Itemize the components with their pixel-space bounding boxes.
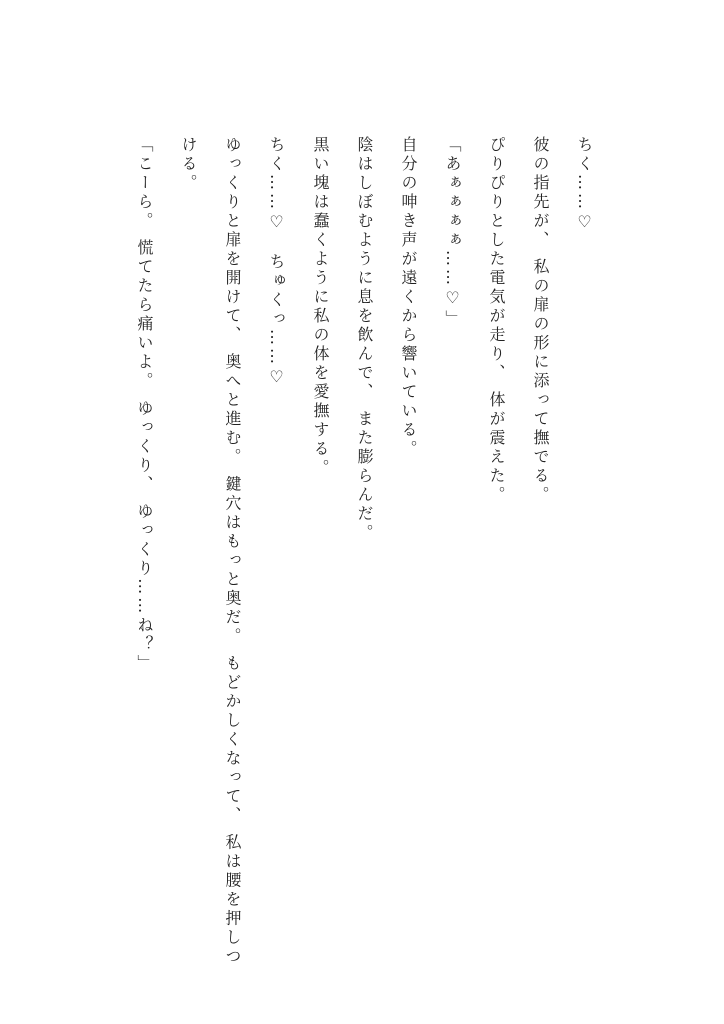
- text-line: ぴりぴりとした電気が走り、 体が震えた。: [487, 136, 506, 506]
- text-line: 「あぁぁぁぁ……♡」: [443, 136, 462, 329]
- text-line: ゆっくりと扉を開けて、 奥へと進む。 鍵穴はもっと奥だ。 もどかしくなって、 私は腰を押しつ: [223, 136, 242, 967]
- text-line: 黒い塊は蠢くように私の体を愛撫する。: [311, 136, 330, 478]
- text-line: 陰はしぼむように息を飲んで、 また膨らんだ。: [355, 136, 374, 544]
- text-line: 彼の指先が、 私の扉の形に添って撫でる。: [531, 136, 550, 506]
- vertical-text-body: [122, 136, 606, 967]
- text-line: 「こーら。 慌てたら痛いよ。 ゆっくり、 ゆっくり……ね？」: [135, 136, 154, 674]
- text-line: ちく……♡ ちゅくっ……♡: [267, 136, 286, 389]
- text-line: ける。: [179, 136, 198, 193]
- text-line: ちく……♡: [575, 136, 594, 234]
- text-line: 自分の呻き声が遠くから響いている。: [399, 136, 418, 459]
